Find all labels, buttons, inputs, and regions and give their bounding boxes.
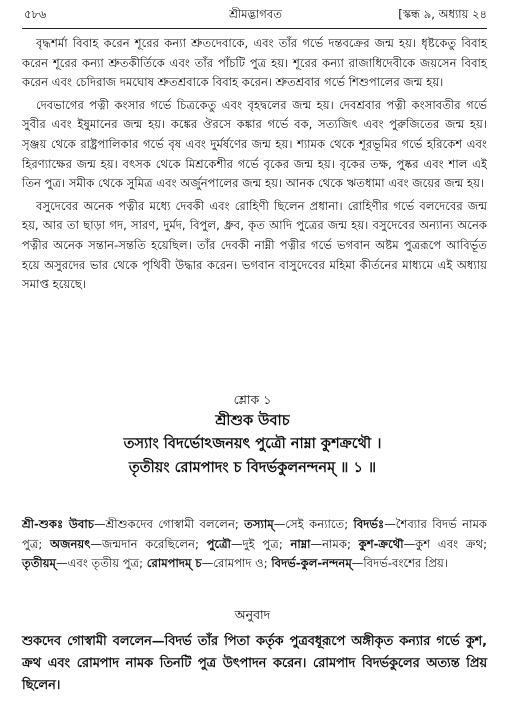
synonym-term: তৃতীয়ম্‌ — [22, 556, 56, 571]
synonym-entry: নাম্না—নামক; — [290, 536, 351, 551]
running-header — [24, 6, 487, 26]
synonym-entry: তস্যাম্‌—সেই কন্যাতে; — [244, 517, 349, 531]
synonym-term: শ্রী-শুকঃ উবাচ — [22, 517, 94, 531]
summary-paragraph: বৃদ্ধশর্মা বিবাহ করেন শূরের কন্যা শ্রুতদেবাকে, এবং তাঁর গর্ভে দন্তবক্রের জন্ম হয়। ধৃষ্টকেতু বিবাহ করেন শূরের কন্যা শ্রুতকীর্তিকে এবং তাঁর পাঁচটি পুত্র হয়। শূরের কন্যা রাজাধিদেবীকে জয়সেন বিবাহ করেন এবং চেদিরাজ দমঘোষ শ্রুতশ্রবাকে বিবাহ করেন। শ্রুতশ্রবার গর্ভে শিশুপালের জন্ম হয়। — [22, 36, 487, 90]
synonym-term: কুশ-ক্রথৌ — [358, 536, 404, 551]
synonym-meaning: এবং তৃতীয় পুত্র; — [67, 556, 144, 571]
synonyms — [22, 515, 487, 574]
synonym-entry: পুত্রৌ—দুই পুত্র; — [206, 536, 283, 551]
synonym-meaning: জন্মদান করেছিলেন; — [102, 536, 199, 551]
synonym-term: অজনয়ৎ — [50, 536, 91, 551]
synonym-entry: তৃতীয়ম্‌—এবং তৃতীয় পুত্র; — [22, 556, 144, 571]
verse-line-1: তস্যাং বিদর্ভোঽজনয়ৎ পুত্রৌ নাম্না কুশক্রথৌ । — [123, 436, 382, 452]
verse-speaker: শ্রীশুক উবাচ — [215, 413, 290, 429]
synonym-entry: অজনয়ৎ—জন্মদান করেছিলেন; — [50, 536, 199, 551]
synonym-meaning: শৈব্যার বিদর্ভ নামক পুত্র; — [22, 517, 487, 551]
synonym-meaning: রোমপাদ ও; — [213, 556, 268, 571]
synonym-meaning: কুশ এবং ক্রথ; — [415, 536, 487, 551]
synonym-meaning: দুই পুত্র; — [242, 536, 283, 551]
verse-line-2: তৃতীয়ং রোমপাদং চ বিদর্ভকুলনন্দনম্‌ ॥ ১ ॥ — [128, 460, 377, 476]
synonym-term: বিদর্ভ-কুল-নন্দনম্‌ — [271, 556, 352, 571]
synonym-meaning: শ্রীশুকদেব গোস্বামী বললেন; — [105, 517, 239, 531]
summary-paragraph: দেবভাগের পত্নী কংসার গর্ভে চিত্রকেতু এবং বৃহদ্বলের জন্ম হয়। দেবশ্রবার পত্নী কংসাবতীর গর্ভে সুবীর এবং ইষুমানের জন্ম হয়। কঙ্কের ঔরসে কঙ্কার গর্ভে বক, সত্যজিৎ এবং পুরুজিতের জন্ম হয়। সৃঞ্জয় থেকে রাষ্ট্রপালিকার গর্ভে বৃষ এবং দুর্মর্ষণের জন্ম হয়। শ্যামক থেকে শূরভূমির গর্ভে হরিকেশ এবং হিরণ্যাক্ষের জন্ম হয়। বৎসক থেকে মিশ্রকেশীর গর্ভে বৃকের জন্ম হয়। বৃকের তক্ষ, পুষ্কর এবং শাল এই তিন পুত্র। সমীক থেকে সুমিত্র এবং অর্জুনপালের জন্ম হয়। আনক থেকে ঋতধামা এবং জয়ের জন্ম হয়। — [22, 97, 487, 191]
chapter-summary — [22, 34, 487, 298]
synonym-meaning: বিদর্ভ-বংশের প্রিয়। — [363, 556, 449, 571]
synonym-term: তস্যাম্‌ — [244, 517, 274, 531]
translation-heading: অনুবাদ — [234, 607, 271, 622]
header-rule — [22, 28, 487, 29]
verse-block — [0, 390, 505, 480]
chapter-location: [স্কন্ধ ৯, অধ্যায় ২৪ — [398, 7, 487, 21]
synonym-entry: রোমপাদম্‌ চ—রোমপাদ ও; — [146, 556, 268, 571]
synonym-entry: বিদর্ভঃ—শৈব্যার বিদর্ভ নামক পুত্র; — [22, 517, 487, 551]
synonym-term: পুত্রৌ — [206, 536, 231, 551]
synonym-entry: শ্রী-শুকঃ উবাচ—শ্রীশুকদেব গোস্বামী বললেন; — [22, 517, 239, 531]
synonym-term: নাম্না — [290, 536, 311, 551]
synonym-meaning: সেই কন্যাতে; — [285, 517, 349, 531]
book-title: শ্রীমদ্ভাগবত — [229, 7, 282, 21]
verse-number: শ্লোক ১ — [233, 392, 272, 407]
synonym-term: বিদর্ভঃ — [353, 517, 385, 531]
synonym-entry: কুশ-ক্রথৌ—কুশ এবং ক্রথ; — [358, 536, 487, 551]
synonym-entry: বিদর্ভ-কুল-নন্দনম্‌—বিদর্ভ-বংশের প্রিয়। — [271, 556, 449, 571]
synonym-meaning: নামক; — [322, 536, 351, 551]
translation-text: শুকদেব গোস্বামী বললেন—বিদর্ভ তাঁর পিতা কর্তৃক পুত্রবধূরূপে অঙ্গীকৃত কন্যার গর্ভে কুশ, ক্রথ এবং রোমপাদ নামক তিনটি পুত্র উৎপাদন করেন। রোমপাদ বিদর্ভকুলের অত্যন্ত প্রিয় ছিলেন। — [22, 634, 487, 693]
summary-paragraph: বসুদেবের অনেক পত্নীর মধ্যে দেবকী এবং রোহিণী ছিলেন প্রধানা। রোহিণীর গর্ভে বলদেবের জন্ম হয়, আর তা ছাড়া গদ, সারণ, দুর্মদ, বিপুল, ধ্রুব, কৃত আদি পুত্রের জন্ম হয়। বসুদেবের অন্যান্য অনেক পত্নীর অনেক সন্তান-সন্ততি হয়েছিল। তাঁর দেবকী নাম্নী পত্নীর গর্ভে ভগবান অষ্টম পুত্ররূপে আবির্ভূত হয়ে অসুরদের ভার থেকে পৃথিবী উদ্ধার করেন। ভগবান বাসুদেবের মহিমা কীর্তনের মাধ্যমে এই অধ্যায় সমাপ্ত হয়েছে। — [22, 198, 487, 292]
page-number: ৫৮৬ — [24, 7, 47, 21]
synonym-term: রোমপাদম্‌ চ — [146, 556, 202, 571]
